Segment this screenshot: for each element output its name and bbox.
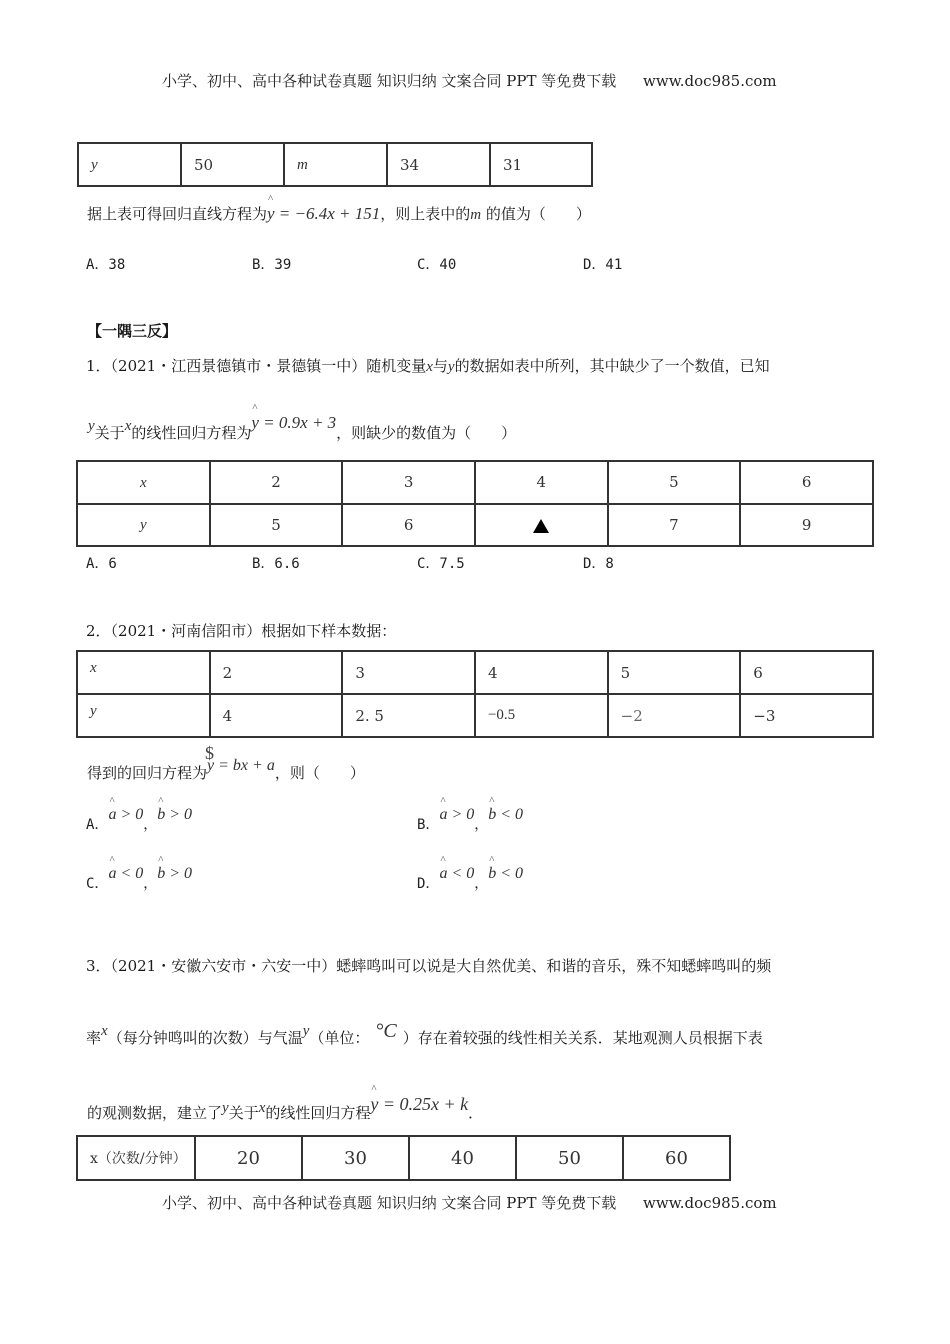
page-header: [162, 70, 777, 91]
table-cell: 50: [181, 143, 284, 186]
q1-option-c[interactable]: C．7.5: [417, 556, 465, 572]
table-row: [77, 1136, 730, 1180]
header-url[interactable]: www.doc985.com: [643, 72, 777, 90]
example-option-a[interactable]: A．38: [86, 257, 126, 273]
table-cell: 3: [342, 461, 475, 504]
table-cell: y: [78, 143, 181, 186]
table-cell: 4: [475, 651, 608, 694]
q1-data-table: [76, 460, 874, 547]
table-cell: 2. 5: [342, 694, 475, 737]
q1-option-d[interactable]: D．8: [583, 556, 614, 572]
example-question-stem: 据上表可得回归直线方程为^ y = −6.4x + 151，则上表中的m 的值为（ ）: [87, 203, 591, 224]
table-cell: x: [77, 461, 210, 504]
q1-option-b[interactable]: B．6.6: [252, 556, 300, 572]
table-cell: 4: [475, 461, 608, 504]
table-cell: 9: [740, 504, 873, 547]
table-cell: 7: [608, 504, 741, 547]
q3-data-table: [76, 1135, 731, 1181]
table-cell: 6: [740, 461, 873, 504]
q2-option-d[interactable]: D．^ a < 0，^ b < 0: [417, 865, 523, 893]
example-option-b[interactable]: B．39: [252, 257, 292, 273]
q2-stem-line2: 得到的回归方程为$ y = bx + a，则（ ）: [87, 757, 365, 783]
example-table: [77, 142, 593, 187]
q3-stem-line2: 率x（每分钟鸣叫的次数）与气温y（单位： °C ）存在着较强的线性相关关系．某地观测人员根据下表: [86, 1020, 763, 1047]
table-cell: x: [77, 651, 210, 694]
table-row: [77, 694, 873, 737]
regression-equation: ^ y = −6.4x + 151: [267, 204, 380, 224]
missing-value-triangle-icon: [533, 519, 549, 533]
regression-equation: $ y = bx + a: [207, 757, 275, 775]
table-cell: 2: [210, 651, 343, 694]
table-cell: m: [284, 143, 387, 186]
table-cell: x（次数/分钟）: [77, 1136, 195, 1180]
table-cell: y: [77, 694, 210, 737]
table-cell: 2: [210, 461, 343, 504]
q3-stem-line3: 的观测数据，建立了y关于x的线性回归方程^ y = 0.25x + k．: [87, 1094, 483, 1123]
table-cell: −3: [740, 694, 873, 737]
table-cell: 6: [342, 504, 475, 547]
table-cell: 20: [195, 1136, 302, 1180]
header-text: 小学、初中、高中各种试卷真题 知识归纳 文案合同 PPT 等免费下载: [162, 72, 617, 90]
table-cell: 30: [302, 1136, 409, 1180]
table-cell: 31: [490, 143, 592, 186]
table-cell: 3: [342, 651, 475, 694]
table-cell: 60: [623, 1136, 730, 1180]
table-row: [78, 143, 592, 186]
example-option-c[interactable]: C．40: [417, 257, 457, 273]
table-cell: 4: [210, 694, 343, 737]
footer-text: 小学、初中、高中各种试卷真题 知识归纳 文案合同 PPT 等免费下载: [162, 1194, 617, 1212]
q2-option-c[interactable]: C．^ a < 0，^ b > 0: [86, 865, 192, 893]
table-cell: 50: [516, 1136, 623, 1180]
table-row: [77, 504, 873, 547]
q3-stem-line1: 3．（2021・安徽六安市・六安一中）蟋蟀鸣叫可以说是大自然优美、和谐的音乐，殊不知蟋蟀鸣叫的频: [86, 957, 772, 975]
regression-equation: ^ y = 0.9x + 3: [251, 413, 336, 433]
table-row: [77, 461, 873, 504]
q1-stem-line1: 1．（2021・江西景德镇市・景德镇一中）随机变量x与y的数据如表中所列，其中缺少了一个数值，已知: [86, 357, 770, 375]
regression-equation: ^ y = 0.25x + k: [370, 1094, 468, 1115]
footer-url[interactable]: www.doc985.com: [643, 1194, 777, 1212]
table-cell: 6: [740, 651, 873, 694]
q2-option-b[interactable]: B．^ a > 0，^ b < 0: [417, 806, 523, 834]
q2-option-a[interactable]: A．^ a > 0，^ b > 0: [86, 806, 192, 834]
table-row: [77, 651, 873, 694]
table-cell: 5: [210, 504, 343, 547]
q2-stem: 2．（2021・河南信阳市）根据如下样本数据：: [86, 622, 397, 640]
table-cell: [475, 504, 608, 547]
table-cell: −2: [608, 694, 741, 737]
table-cell: −0.5: [475, 694, 608, 737]
example-option-d[interactable]: D．41: [583, 257, 623, 273]
table-cell: y: [77, 504, 210, 547]
table-cell: 34: [387, 143, 490, 186]
q2-data-table: [76, 650, 874, 738]
q1-option-a[interactable]: A．6: [86, 556, 117, 572]
section-title: 【一隅三反】: [87, 322, 178, 340]
table-cell: 5: [608, 651, 741, 694]
page-footer: [162, 1192, 777, 1213]
table-cell: 5: [608, 461, 741, 504]
table-cell: 40: [409, 1136, 516, 1180]
q1-stem-line2: y关于x的线性回归方程为^ y = 0.9x + 3，则缺少的数值为（ ）: [88, 413, 516, 443]
